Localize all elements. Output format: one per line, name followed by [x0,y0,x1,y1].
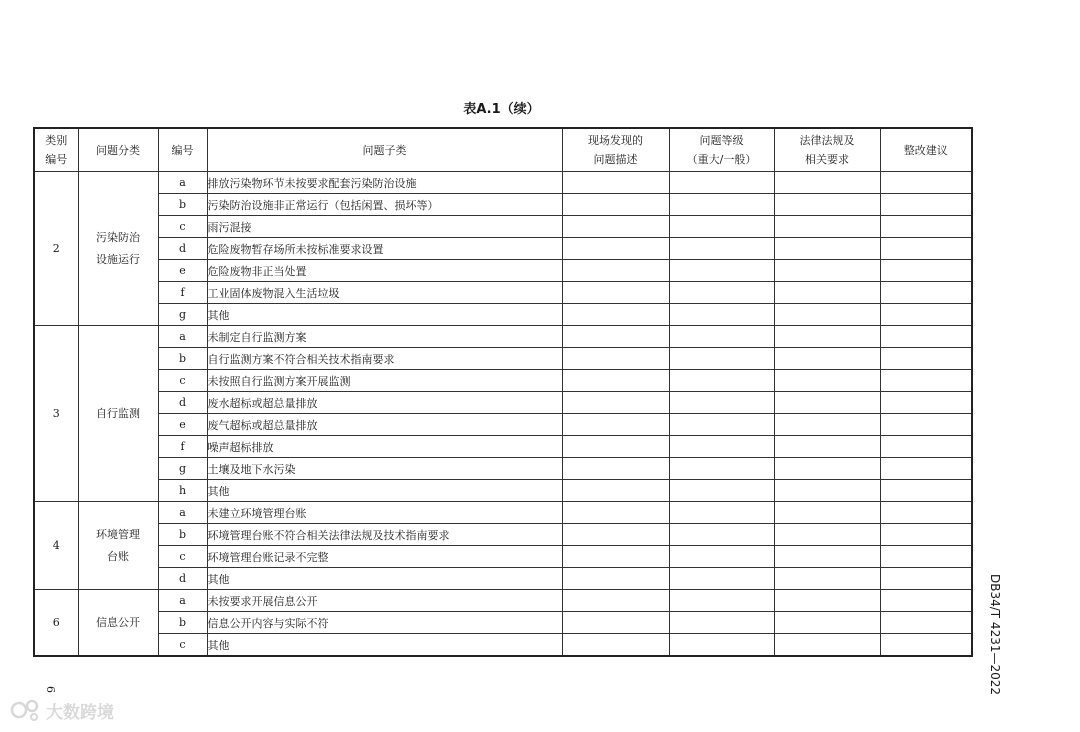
suggestion-cell[interactable] [880,480,972,502]
table-row [34,216,972,238]
description-cell[interactable] [562,436,669,458]
suggestion-cell[interactable] [880,590,972,612]
severity-cell[interactable] [669,260,774,282]
description-cell[interactable] [562,370,669,392]
regulation-cell[interactable] [774,546,880,568]
suggestion-cell[interactable] [880,634,972,657]
item-subcategory: 排放污染物环节未按要求配套污染防治设施 [207,172,562,194]
item-code: a [158,502,207,524]
item-subcategory: 废气超标或超总量排放 [207,414,562,436]
item-subcategory: 未按照自行监测方案开展监测 [207,370,562,392]
item-code: g [158,304,207,326]
item-subcategory: 危险废物暂存场所未按标准要求设置 [207,238,562,260]
dashuju-logo-icon [10,697,42,723]
table-row [34,304,972,326]
regulation-cell[interactable] [774,568,880,590]
severity-cell[interactable] [669,172,774,194]
suggestion-cell[interactable] [880,458,972,480]
severity-cell[interactable] [669,370,774,392]
regulation-cell[interactable] [774,172,880,194]
table-row [34,612,972,634]
description-cell[interactable] [562,590,669,612]
table-row [34,634,972,657]
severity-cell[interactable] [669,326,774,348]
item-code: d [158,392,207,414]
item-subcategory: 自行监测方案不符合相关技术指南要求 [207,348,562,370]
description-cell[interactable] [562,392,669,414]
severity-cell[interactable] [669,216,774,238]
description-cell[interactable] [562,480,669,502]
item-subcategory: 其他 [207,568,562,590]
severity-cell[interactable] [669,502,774,524]
item-code: b [158,194,207,216]
item-code: c [158,634,207,657]
table-row [34,502,972,524]
table-row [34,524,972,546]
regulation-cell[interactable] [774,612,880,634]
column-header: 编号 [158,128,207,172]
suggestion-cell[interactable] [880,172,972,194]
item-subcategory: 未建立环境管理台账 [207,502,562,524]
severity-cell[interactable] [669,436,774,458]
regulation-cell[interactable] [774,590,880,612]
description-cell[interactable] [562,172,669,194]
severity-cell[interactable] [669,194,774,216]
severity-cell[interactable] [669,634,774,657]
description-cell[interactable] [562,458,669,480]
category-name: 环境管理 台账 [78,502,158,590]
column-header: 现场发现的 问题描述 [562,128,669,172]
description-cell[interactable] [562,216,669,238]
suggestion-cell[interactable] [880,546,972,568]
column-header: 问题等级 （重大/一般） [669,128,774,172]
regulation-cell[interactable] [774,282,880,304]
severity-cell[interactable] [669,348,774,370]
table-row [34,260,972,282]
description-cell[interactable] [562,348,669,370]
table-row [34,370,972,392]
category-number: 4 [34,502,78,590]
suggestion-cell[interactable] [880,194,972,216]
item-code: f [158,282,207,304]
column-header: 类别 编号 [34,128,78,172]
item-subcategory: 未按要求开展信息公开 [207,590,562,612]
description-cell[interactable] [562,612,669,634]
item-code: d [158,238,207,260]
description-cell[interactable] [562,634,669,657]
item-subcategory: 其他 [207,304,562,326]
severity-cell[interactable] [669,458,774,480]
table-row [34,458,972,480]
severity-cell[interactable] [669,414,774,436]
item-subcategory: 工业固体废物混入生活垃圾 [207,282,562,304]
description-cell[interactable] [562,194,669,216]
severity-cell[interactable] [669,546,774,568]
table-row [34,238,972,260]
suggestion-cell[interactable] [880,436,972,458]
description-cell[interactable] [562,568,669,590]
column-header: 整改建议 [880,128,972,172]
suggestion-cell[interactable] [880,370,972,392]
regulation-cell[interactable] [774,238,880,260]
item-code: c [158,216,207,238]
regulation-cell[interactable] [774,326,880,348]
severity-cell[interactable] [669,480,774,502]
item-code: g [158,458,207,480]
table-title: 表A.1（续） [463,102,540,117]
table-row [34,194,972,216]
description-cell[interactable] [562,282,669,304]
regulation-cell[interactable] [774,304,880,326]
regulation-cell[interactable] [774,634,880,657]
item-subcategory: 废水超标或超总量排放 [207,392,562,414]
suggestion-cell[interactable] [880,216,972,238]
item-subcategory: 环境管理台账不符合相关法律法规及技术指南要求 [207,524,562,546]
table-row [34,436,972,458]
category-number: 2 [34,172,78,326]
item-code: d [158,568,207,590]
item-subcategory: 其他 [207,480,562,502]
suggestion-cell[interactable] [880,568,972,590]
item-code: c [158,370,207,392]
suggestion-cell[interactable] [880,414,972,436]
table-row [34,172,972,194]
item-code: a [158,590,207,612]
table-row [34,348,972,370]
table-row [34,414,972,436]
table-body [34,172,972,657]
column-header: 问题分类 [78,128,158,172]
regulation-cell[interactable] [774,194,880,216]
regulation-cell[interactable] [774,370,880,392]
severity-cell[interactable] [669,568,774,590]
watermark-text: 大数跨境 [46,702,114,723]
regulation-cell[interactable] [774,348,880,370]
category-name: 污染防治 设施运行 [78,172,158,326]
item-code: e [158,414,207,436]
item-code: a [158,326,207,348]
item-subcategory: 危险废物非正当处置 [207,260,562,282]
suggestion-cell[interactable] [880,502,972,524]
item-code: h [158,480,207,502]
description-cell[interactable] [562,326,669,348]
inspection-table [33,127,973,657]
category-name: 信息公开 [78,590,158,657]
regulation-cell[interactable] [774,436,880,458]
regulation-cell[interactable] [774,458,880,480]
item-code: c [158,546,207,568]
suggestion-cell[interactable] [880,392,972,414]
suggestion-cell[interactable] [880,304,972,326]
description-cell[interactable] [562,546,669,568]
category-name: 自行监测 [78,326,158,502]
item-code: b [158,348,207,370]
regulation-cell[interactable] [774,260,880,282]
item-code: a [158,172,207,194]
suggestion-cell[interactable] [880,238,972,260]
item-subcategory: 噪声超标排放 [207,436,562,458]
table-row [34,590,972,612]
regulation-cell[interactable] [774,502,880,524]
regulation-cell[interactable] [774,480,880,502]
watermark [10,697,114,723]
table-row [34,392,972,414]
suggestion-cell[interactable] [880,524,972,546]
table-row [34,568,972,590]
description-cell[interactable] [562,414,669,436]
column-header: 法律法规及 相关要求 [774,128,880,172]
table-row [34,546,972,568]
item-subcategory: 其他 [207,634,562,657]
suggestion-cell[interactable] [880,612,972,634]
item-subcategory: 环境管理台账记录不完整 [207,546,562,568]
table-header-row [34,128,972,172]
item-code: f [158,436,207,458]
category-number: 6 [34,590,78,657]
regulation-cell[interactable] [774,414,880,436]
severity-cell[interactable] [669,304,774,326]
table-row [34,326,972,348]
standard-code: DB34/T 4231—2022 [988,574,1002,696]
severity-cell[interactable] [669,392,774,414]
severity-cell[interactable] [669,612,774,634]
suggestion-cell[interactable] [880,260,972,282]
description-cell[interactable] [562,238,669,260]
suggestion-cell[interactable] [880,326,972,348]
suggestion-cell[interactable] [880,282,972,304]
description-cell[interactable] [562,260,669,282]
table-row [34,282,972,304]
item-subcategory: 未制定自行监测方案 [207,326,562,348]
regulation-cell[interactable] [774,392,880,414]
table-row [34,480,972,502]
regulation-cell[interactable] [774,216,880,238]
severity-cell[interactable] [669,238,774,260]
item-code: b [158,524,207,546]
severity-cell[interactable] [669,590,774,612]
item-subcategory: 雨污混接 [207,216,562,238]
item-code: e [158,260,207,282]
column-header: 问题子类 [207,128,562,172]
category-number: 3 [34,326,78,502]
item-subcategory: 信息公开内容与实际不符 [207,612,562,634]
regulation-cell[interactable] [774,524,880,546]
severity-cell[interactable] [669,524,774,546]
item-subcategory: 污染防治设施非正常运行（包括闲置、损坏等） [207,194,562,216]
severity-cell[interactable] [669,282,774,304]
item-subcategory: 土壤及地下水污染 [207,458,562,480]
description-cell[interactable] [562,304,669,326]
suggestion-cell[interactable] [880,348,972,370]
page-number: 6 [44,686,57,693]
item-code: b [158,612,207,634]
description-cell[interactable] [562,524,669,546]
description-cell[interactable] [562,502,669,524]
